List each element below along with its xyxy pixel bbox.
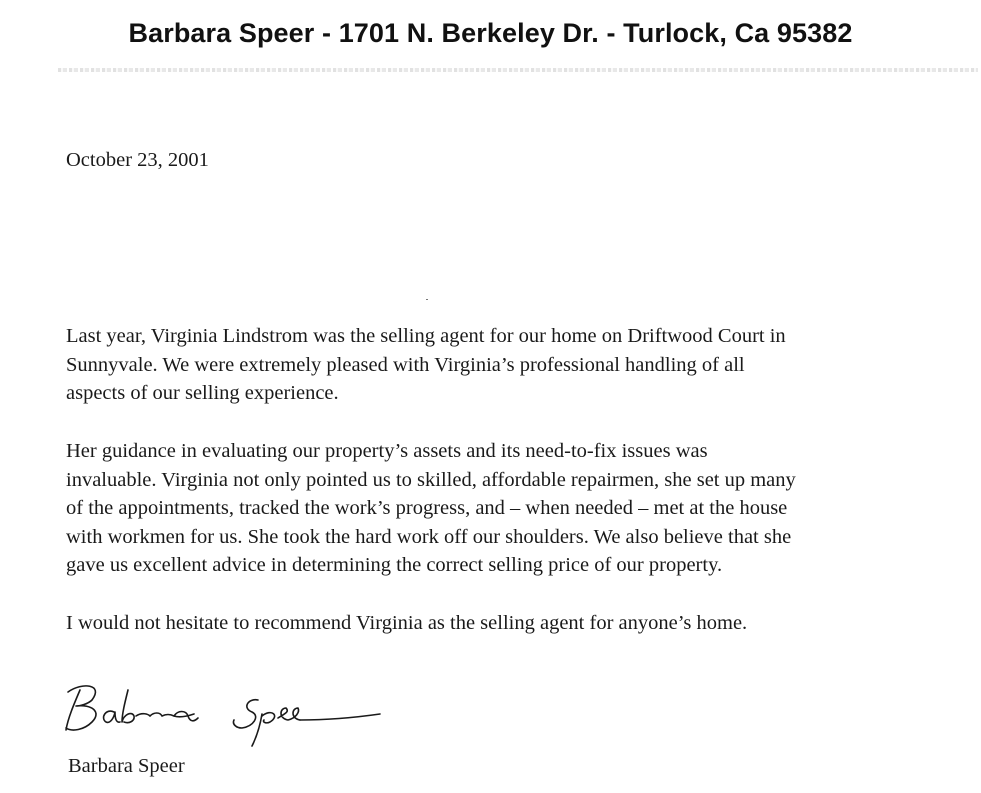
paragraph-2 xyxy=(66,437,971,580)
paragraph-line: invaluable. Virginia not only pointed us to skilled, affordable repairmen, she set up many xyxy=(66,468,796,491)
paragraph-3 xyxy=(66,609,971,638)
paragraph-line: gave us excellent advice in determining the correct selling price of our property. xyxy=(66,554,723,576)
paragraph-line: Her guidance in evaluating our property’s assets and its need-to-fix issues was xyxy=(66,440,708,462)
paragraph-1 xyxy=(66,322,971,408)
paragraph-line: of the appointments, tracked the work’s progress, and – when needed – met at the house xyxy=(66,497,788,519)
paragraph-line: Last year, Virginia Lindstrom was the selling agent for our home on Driftwood Court in xyxy=(66,325,786,347)
scan-speck xyxy=(426,299,428,300)
paragraph-line: Sunnyvale. We were extremely pleased with Virginia’s professional handling of all xyxy=(66,353,745,376)
letterhead: Barbara Speer - 1701 N. Berkeley Dr. - Turlock, Ca 95382 xyxy=(128,18,853,48)
letterhead-rule xyxy=(58,68,978,72)
paragraph-line: I would not hesitate to recommend Virginia as the selling agent for anyone’s home. xyxy=(66,612,748,634)
paragraph-line: with workmen for us. She took the hard work off our shoulders. We also believe that she xyxy=(66,525,792,548)
signer-name: Barbara Speer xyxy=(68,755,185,777)
paragraph-line: aspects of our selling experience. xyxy=(66,382,339,404)
handwritten-signature xyxy=(62,678,392,748)
letter-date: October 23, 2001 xyxy=(66,149,209,171)
